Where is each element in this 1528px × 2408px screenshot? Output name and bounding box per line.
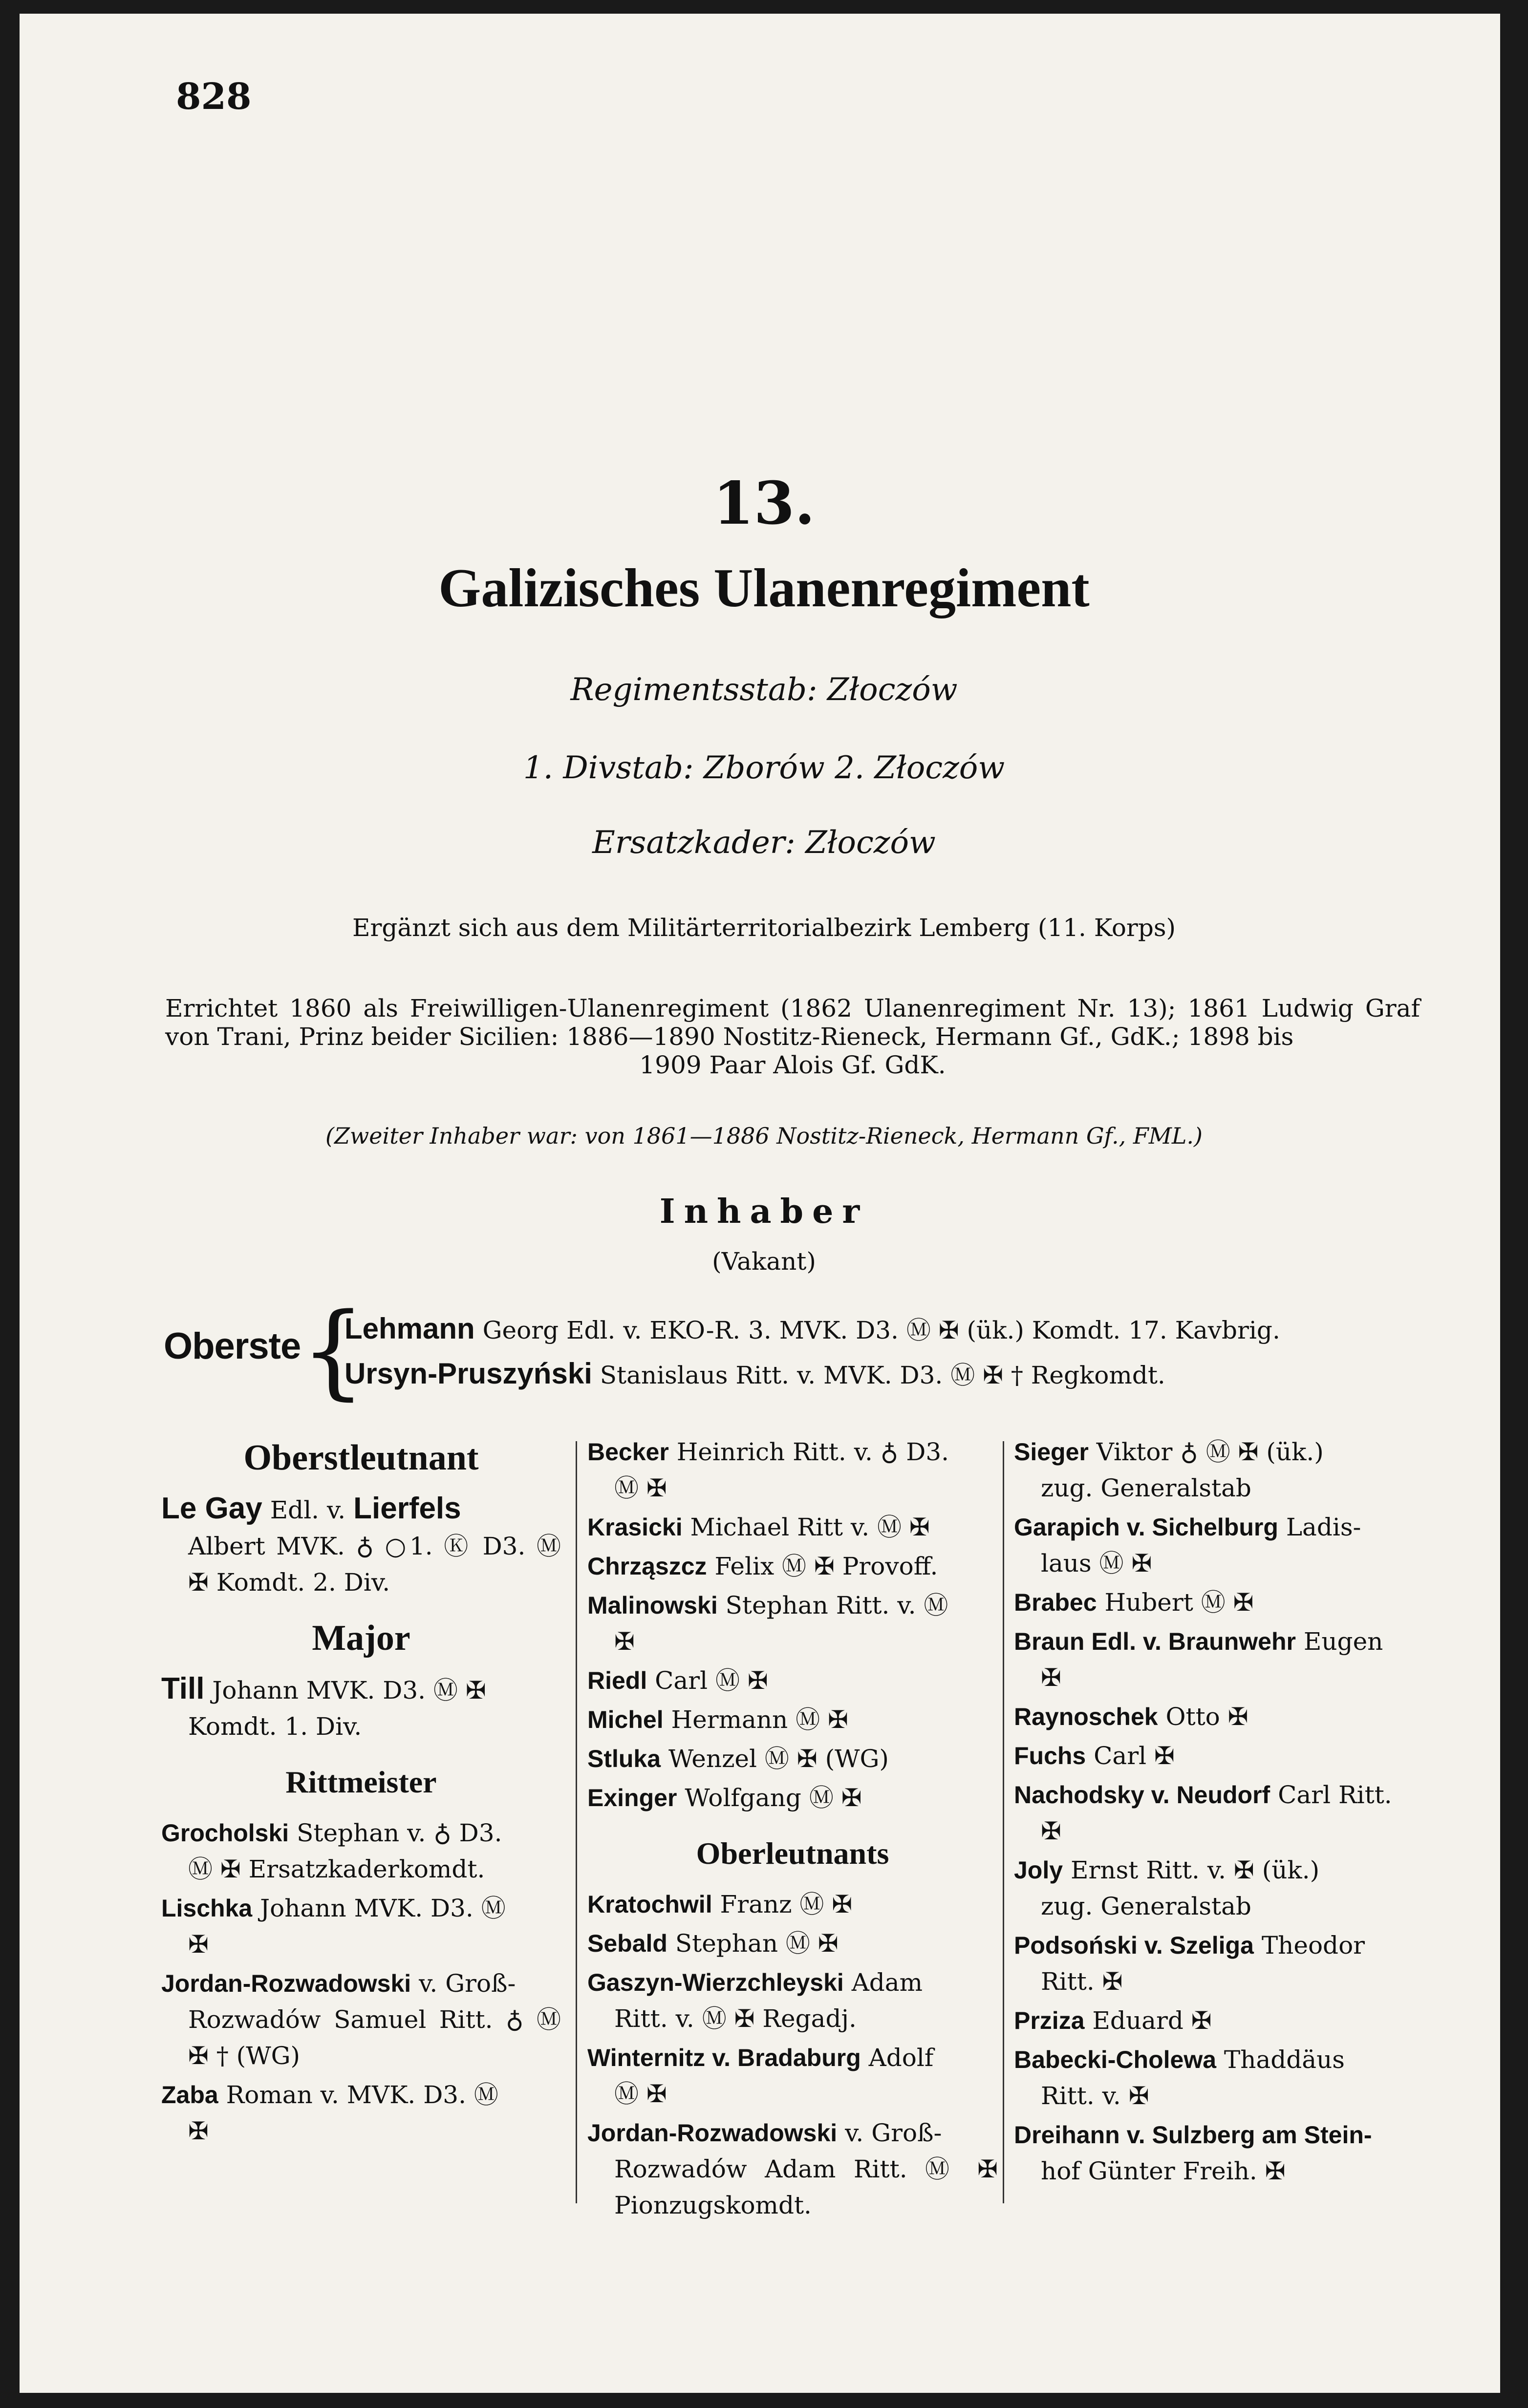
list-item: [587, 1702, 998, 1738]
list-item: [1014, 2117, 1420, 2189]
oberst-row: [344, 1356, 1165, 1391]
entry-name: Brabec: [1014, 1589, 1097, 1616]
entry-text: v. Groß-: [845, 2119, 942, 2147]
entry-name: Gaszyn-Wierzchleyski: [587, 1969, 844, 1996]
inhaber-value: (Vakant): [712, 1247, 816, 1276]
entry-text: v. Groß-: [419, 1969, 516, 1998]
list-item: [587, 2115, 998, 2223]
list-item: [587, 1434, 998, 1506]
entry-name: Riedl: [587, 1667, 647, 1694]
entry-text: Theodor: [1261, 1931, 1365, 1960]
list-item: [161, 1965, 561, 2074]
entry-text: Edl. v.: [270, 1496, 346, 1524]
entry-continuation: ✠: [188, 2117, 209, 2145]
entry-name: Podsoński v. Szeliga: [1014, 1932, 1254, 1959]
entry-continuation: zug. Generalstab: [1041, 1474, 1251, 1502]
entry-text: Ernst Ritt. v. ✠ (ük.): [1070, 1856, 1320, 1884]
entry-name: Krasicki: [587, 1513, 683, 1541]
entry-text: Felix Ⓜ ✠ Provoff.: [714, 1552, 938, 1580]
oberste-label: Oberste: [164, 1325, 301, 1367]
history-paragraph: [165, 994, 1420, 1079]
entry-name: Jordan-Rozwadowski: [161, 1970, 411, 1997]
page-number: 828: [176, 76, 252, 118]
entry-text: Adam: [851, 1968, 923, 1997]
history-text-last: 1909 Paar Alois Gf. GdK.: [639, 1051, 946, 1079]
list-item: [161, 2077, 561, 2149]
entry-name: Le Gay: [161, 1492, 262, 1525]
entry-name: Braun Edl. v. Braunwehr: [1014, 1628, 1296, 1655]
list-item: [161, 1890, 561, 1962]
entry-name: Prziza: [1014, 2007, 1085, 2034]
column-1: [161, 1434, 561, 2152]
entry-text: Eduard ✠: [1092, 2006, 1212, 2035]
entry-text: Carl Ritt.: [1278, 1781, 1392, 1809]
list-item: [587, 1741, 998, 1777]
brace-symbol: {: [301, 1291, 366, 1410]
list-item: [1014, 1738, 1420, 1774]
entry-name: Kratochwil: [587, 1891, 712, 1918]
entry-continuation: Rozwadów Adam Ritt. Ⓜ ✠ Pionzugskomdt.: [614, 2155, 998, 2219]
entry-name: Raynoschek: [1014, 1703, 1158, 1730]
history-text: Errichtet 1860 als Freiwilligen-Ulanenregiment (1862 Ulanenregiment Nr. 13); 1861 Ludwig Graf von Trani, Prinz beider Sicilien: 1886—1890 Nostitz-Rieneck, Hermann Gf., GdK.; 1898 bis: [165, 994, 1420, 1051]
entry-text: Wenzel Ⓜ ✠ (WG): [668, 1745, 889, 1773]
entry-continuation: ✠: [614, 1627, 635, 1656]
entry-name: Joly: [1014, 1856, 1063, 1884]
entry-continuation: ✠: [1041, 1817, 1061, 1845]
regiment-number: 13.: [713, 469, 815, 538]
entry-name: Lischka: [161, 1895, 253, 1922]
list-item: [587, 1548, 998, 1584]
entry-text: Thaddäus: [1224, 2046, 1345, 2074]
oberst-name: Ursyn-Pruszyński: [344, 1357, 592, 1390]
entry-name: Lierfels: [353, 1492, 461, 1525]
list-item: [1014, 1699, 1420, 1735]
entry-text: Viktor ♁ Ⓜ ✠ (ük.): [1096, 1438, 1324, 1466]
list-item: [587, 1780, 998, 1816]
entry-text: Roman v. MVK. D3. Ⓜ: [226, 2081, 498, 2109]
list-item: [161, 1815, 561, 1887]
entry-name: Garapich v. Sichelburg: [1014, 1513, 1278, 1541]
list-item: [587, 1886, 998, 1922]
rittmeister-heading: Rittmeister: [285, 1765, 437, 1799]
entry-continuation: ✠: [1041, 1663, 1061, 1692]
entry-continuation: Komdt. 1. Div.: [188, 1712, 362, 1741]
list-item: [161, 1671, 561, 1745]
major-heading: Major: [312, 1618, 410, 1658]
oberst-details: Georg Edl. v. EKO-R. 3. MVK. D3. Ⓜ ✠ (ük.) Komdt. 17. Kavbrig.: [482, 1316, 1280, 1344]
list-item: [587, 2040, 998, 2112]
entry-name: Fuchs: [1014, 1742, 1086, 1769]
oberst-row: [344, 1311, 1280, 1346]
entry-name: Jordan-Rozwadowski: [587, 2119, 838, 2147]
entry-name: Michel: [587, 1706, 664, 1733]
entry-text: Stephan Ⓜ ✠: [675, 1929, 839, 1958]
oberstleutnant-heading: Oberstleutnant: [243, 1438, 479, 1478]
entry-name: Grocholski: [161, 1819, 289, 1847]
entry-continuation: hof Günter Freih. ✠: [1041, 2157, 1286, 2185]
entry-text: Stephan Ritt. v. Ⓜ: [725, 1591, 948, 1620]
entry-name: Exinger: [587, 1784, 677, 1811]
entry-name: Malinowski: [587, 1592, 718, 1619]
entry-name: Babecki-Cholewa: [1014, 2046, 1217, 2073]
list-item: [587, 1964, 998, 2037]
inhaber-heading: Inhaber: [659, 1192, 869, 1231]
divstab-line: 1. Divstab: Zborów 2. Złoczów: [523, 750, 1005, 786]
column-divider: [576, 1441, 577, 2203]
entry-text: Carl Ⓜ ✠: [655, 1666, 768, 1695]
entry-text: Carl ✠: [1094, 1742, 1175, 1770]
entry-text: Hermann Ⓜ ✠: [671, 1705, 848, 1734]
entry-name: Nachodsky v. Neudorf: [1014, 1781, 1270, 1809]
entry-text: Ladis-: [1286, 1513, 1361, 1541]
column-3: [1014, 1434, 1420, 2192]
list-item: [1014, 2003, 1420, 2039]
entry-text: Heinrich Ritt. v. ♁ D3.: [676, 1438, 949, 1466]
entry-continuation: Ritt. ✠: [1041, 1967, 1123, 1996]
entry-text: Stephan v. ♁ D3.: [297, 1819, 502, 1847]
entry-continuation: Ⓜ ✠ Ersatzkaderkomdt.: [188, 1855, 485, 1883]
entry-name: Chrząszcz: [587, 1553, 707, 1580]
list-item: [1014, 1584, 1420, 1620]
entry-continuation: Ⓜ ✠: [614, 2080, 667, 2108]
entry-continuation: Ritt. v. Ⓜ ✠ Regadj.: [614, 2004, 857, 2033]
entry-text: Michael Ritt v. Ⓜ ✠: [690, 1513, 930, 1541]
list-item: [161, 1491, 561, 1600]
list-item: [587, 1662, 998, 1699]
entry-continuation: Albert MVK. ♁ ○1. Ⓚ D3. Ⓜ ✠ Komdt. 2. Div.: [188, 1532, 561, 1597]
entry-continuation: Ⓜ ✠: [614, 1474, 667, 1502]
entry-continuation: laus Ⓜ ✠: [1041, 1549, 1152, 1577]
oberst-name: Lehmann: [344, 1312, 475, 1345]
entry-name: Till: [161, 1672, 205, 1705]
entry-text: Wolfgang Ⓜ ✠: [685, 1784, 862, 1812]
entry-text: Franz Ⓜ ✠: [720, 1890, 853, 1918]
list-item: [1014, 1623, 1420, 1696]
oberleutnants-heading: Oberleutnants: [696, 1836, 889, 1871]
entry-text: Hubert Ⓜ ✠: [1104, 1588, 1254, 1617]
entry-name: Sebald: [587, 1930, 667, 1957]
list-item: [1014, 2042, 1420, 2114]
entry-name: Winternitz v. Bradaburg: [587, 2044, 861, 2071]
list-item: [1014, 1509, 1420, 1581]
column-2: [587, 1434, 998, 2226]
entry-name: Sieger: [1014, 1438, 1089, 1466]
column-divider: [1003, 1441, 1004, 2203]
entry-name: Zaba: [161, 2081, 218, 2109]
entry-name: Dreihann v. Sulzberg am Stein-: [1014, 2121, 1372, 2149]
entry-name: Stluka: [587, 1745, 661, 1772]
list-item: [587, 1925, 998, 1961]
list-item: [1014, 1927, 1420, 2000]
list-item: [1014, 1852, 1420, 1924]
entry-text: Otto ✠: [1165, 1703, 1248, 1731]
list-item: [587, 1587, 998, 1660]
list-item: [1014, 1777, 1420, 1849]
list-item: [1014, 1434, 1420, 1506]
entry-text: Johann MVK. D3. Ⓜ ✠: [212, 1676, 486, 1705]
entry-text: Eugen: [1303, 1627, 1383, 1656]
entry-continuation: Ritt. v. ✠: [1041, 2082, 1149, 2110]
entry-text: Johann MVK. D3. Ⓜ: [260, 1894, 506, 1922]
ergaenzt-line: Ergänzt sich aus dem Militärterritorialbezirk Lemberg (11. Korps): [352, 914, 1176, 942]
regiment-title: Galizisches Ulanenregiment: [438, 558, 1090, 618]
oberst-details: Stanislaus Ritt. v. MVK. D3. Ⓜ ✠ † Regkomdt.: [600, 1361, 1165, 1389]
list-item: [587, 1509, 998, 1545]
entry-continuation: ✠: [188, 1930, 209, 1959]
entry-text: Adolf: [868, 2044, 934, 2072]
entry-continuation: Rozwadów Samuel Ritt. ♁ Ⓜ ✠ † (WG): [188, 2005, 561, 2070]
regimentsstab-line: Regimentsstab: Złoczów: [570, 672, 958, 708]
ersatzkader-line: Ersatzkader: Złoczów: [592, 825, 936, 861]
zweiter-inhaber-note: (Zweiter Inhaber war: von 1861—1886 Nostitz-Rieneck, Hermann Gf., FML.): [325, 1123, 1203, 1149]
entry-continuation: zug. Generalstab: [1041, 1892, 1251, 1920]
entry-name: Becker: [587, 1438, 669, 1466]
